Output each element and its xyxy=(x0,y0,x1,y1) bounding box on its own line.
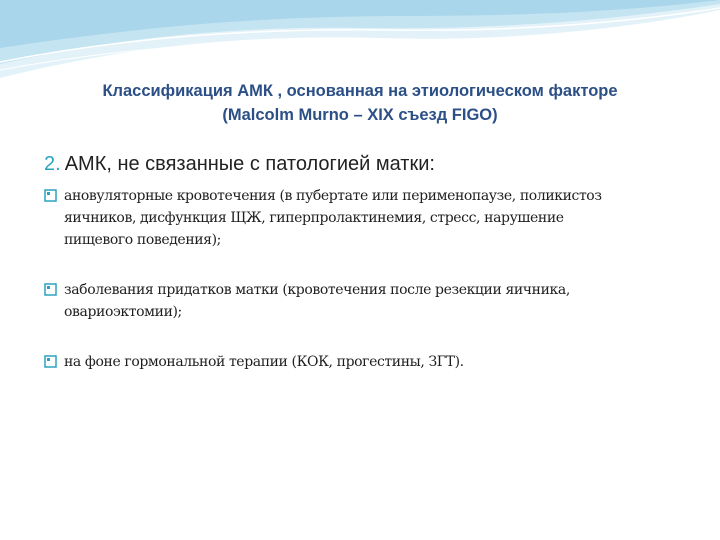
slide-title xyxy=(40,79,680,127)
list-item-text xyxy=(64,185,674,251)
list-item-line: на фоне гормональной терапии (КОК, прогестины, ЗГТ). xyxy=(64,354,464,370)
list-item-text xyxy=(64,351,674,373)
square-bullet-icon xyxy=(44,189,58,203)
slide-title-line-1: Классификация АМК , основанная на этиологическом факторе xyxy=(102,82,618,100)
list-item-line: заболевания придатков матки (кровотечения после резекции яичника, xyxy=(64,282,570,298)
list-item-line: пищевого поведения); xyxy=(64,232,221,248)
section-number: 2. xyxy=(44,153,61,175)
square-bullet-icon xyxy=(44,283,58,297)
list-item-text xyxy=(64,279,674,323)
section-heading-text: АМК, не связанные с патологией матки: xyxy=(64,153,435,175)
list-item xyxy=(44,351,674,373)
section-heading xyxy=(44,151,674,177)
header-wave-decoration xyxy=(0,0,720,80)
slide-title-line-2: (Malcolm Murno – XIX съезд FIGO) xyxy=(222,106,498,124)
list-item-line: ановуляторные кровотечения (в пубертате или перименопаузе, поликистоз xyxy=(64,188,602,204)
list-item xyxy=(44,279,674,323)
list-item-line: овариоэктомии); xyxy=(64,304,182,320)
slide-content xyxy=(44,151,674,401)
list-item-line: яичников, дисфункция ЩЖ, гиперпролактинемия, стресс, нарушение xyxy=(64,210,564,226)
list-item xyxy=(44,185,674,251)
square-bullet-icon xyxy=(44,355,58,369)
